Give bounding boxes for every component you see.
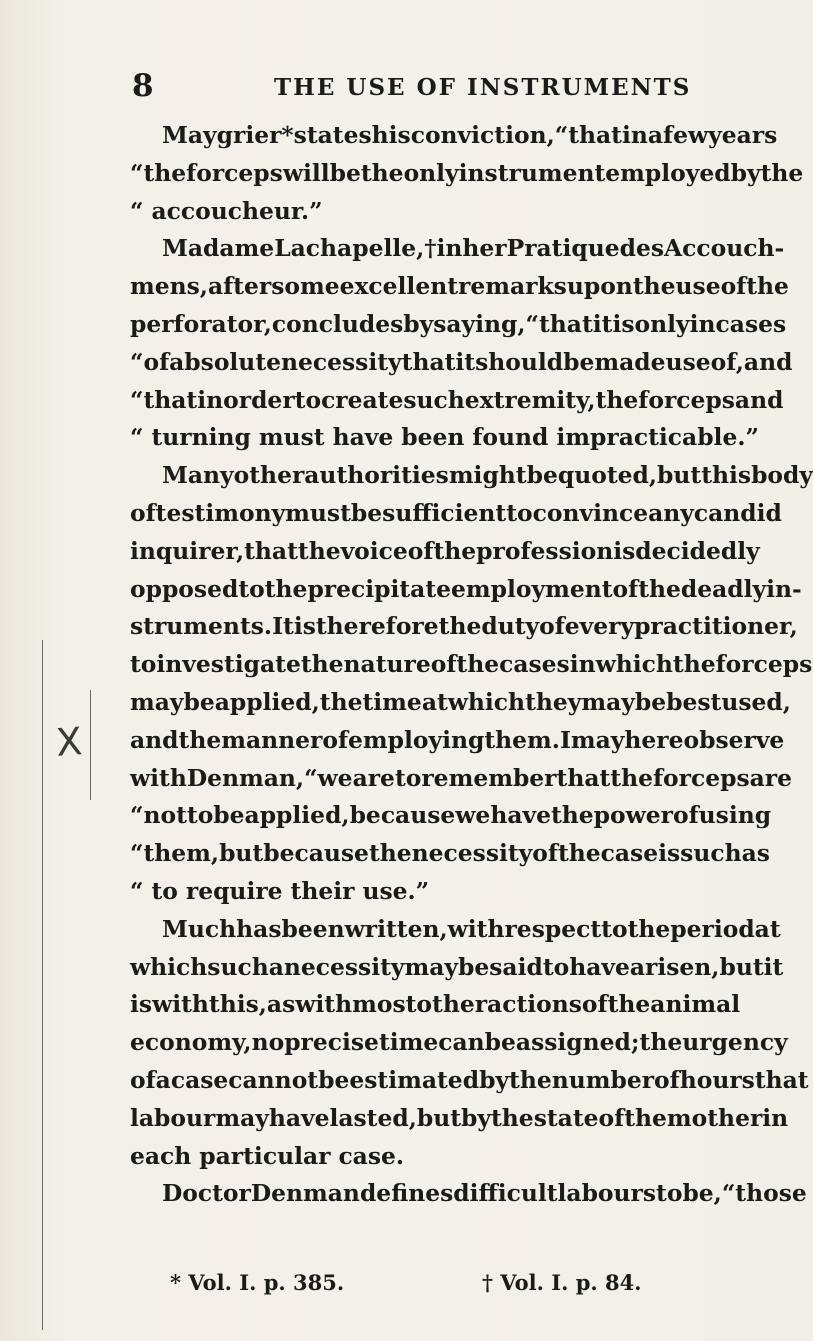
text-line: mens, after some excellent remarks upon the use of the bbox=[130, 272, 789, 301]
text-line: Many other authorities might be quoted, but this body bbox=[162, 461, 813, 490]
text-line: “ accoucheur.” bbox=[130, 196, 323, 225]
text-line: is with this, as with most other actions of the animal bbox=[130, 990, 741, 1019]
text-line: “ that in order to create such extremity, the forceps and bbox=[130, 385, 784, 414]
text-line: each particular case. bbox=[130, 1141, 405, 1170]
text-line: economy, no precise time can be assigned; the urgency bbox=[130, 1028, 788, 1057]
text-line: “ not to be applied, because we have the power of using bbox=[130, 801, 772, 830]
footnote: * Vol. I. p. 385. bbox=[170, 1270, 345, 1295]
text-line: “ the forceps will be the only instrument employed by the bbox=[130, 158, 804, 187]
margin-annotation: X bbox=[54, 719, 84, 765]
text-line: may be applied, the time at which they may be best used, bbox=[130, 688, 791, 716]
text-line: perforator, concludes by saying, “ that it is only in cases bbox=[130, 310, 787, 338]
text-line: Madame Lachapelle, † in her Pratique des Accouch- bbox=[162, 234, 785, 263]
text-line: Doctor Denman defines difficult labours to be, “ those bbox=[162, 1179, 807, 1208]
text-line: opposed to the precipitate employment of the deadly in- bbox=[130, 574, 802, 603]
footnotes bbox=[170, 1270, 690, 1304]
page-number: 8 bbox=[132, 68, 155, 104]
text-line: and the manner of employing them. I may here observe bbox=[130, 725, 785, 754]
text-line: Much has been written, with respect to the period at bbox=[162, 914, 781, 943]
text-line: to investigate the nature of the cases in which the forceps bbox=[130, 650, 813, 679]
text-line: “ of absolute necessity that it should be made use of, and bbox=[130, 347, 793, 376]
text-line: struments. It is therefore the duty of every practitioner, bbox=[130, 612, 798, 641]
page-header bbox=[132, 68, 732, 108]
margin-pencil-line bbox=[90, 690, 91, 800]
footnote: † Vol. I. p. 84. bbox=[482, 1270, 642, 1295]
text-line: which such a necessity may be said to have arisen, but it bbox=[130, 952, 784, 981]
text-line: of a case cannot be estimated by the number of hours that bbox=[130, 1066, 809, 1094]
text-line: “ turning must have been found impracticable.” bbox=[130, 423, 759, 452]
text-line: with Denman, “ we are to remember that the forceps are bbox=[130, 763, 793, 792]
running-head: THE USE OF INSTRUMENTS bbox=[274, 74, 692, 101]
text-line: “ them, but because the necessity of the case is such as bbox=[130, 839, 770, 868]
text-line: “ to require their use.” bbox=[130, 877, 430, 905]
text-line: Maygrier * states his conviction, “ that in a few years bbox=[162, 121, 778, 149]
text-line: inquirer, that the voice of the profession is decidedly bbox=[130, 536, 760, 565]
text-line: labour may have lasted, but by the state of the mother in bbox=[130, 1103, 789, 1132]
margin-pencil-line bbox=[42, 640, 43, 1330]
text-line: of testimony must be sufficient to convince any candid bbox=[130, 499, 782, 527]
